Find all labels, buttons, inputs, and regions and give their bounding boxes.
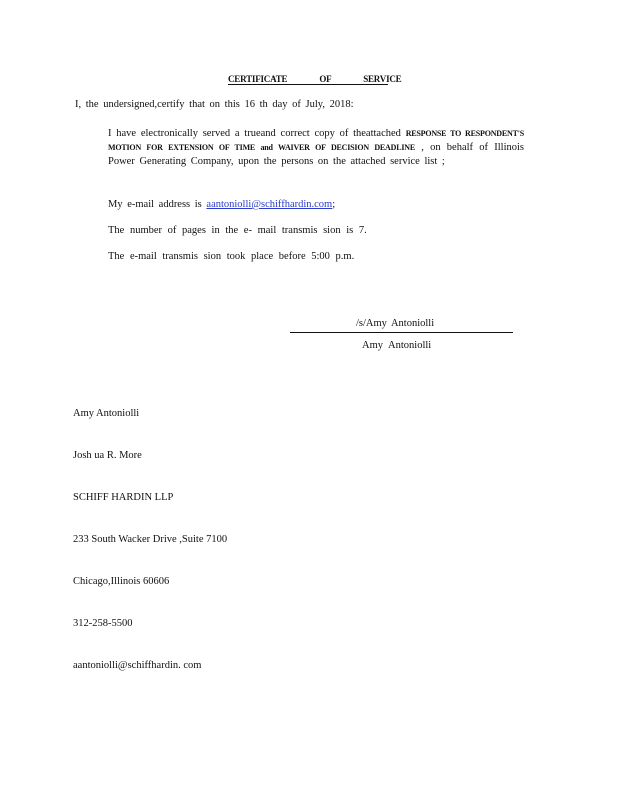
address-line: aantoniolli@schiffhardin. com — [73, 660, 202, 671]
email-text-before: My e-mail address is — [108, 199, 202, 210]
address-line: Amy Antoniolli — [73, 408, 140, 419]
email-text-after: ; — [332, 199, 336, 210]
address-line: Chicago,Illinois 60606 — [73, 576, 170, 587]
document-title-caps: RESPONSE TO RESPONDENT'S MOTION FOR EXTENSION OF TIME and WAIVER OF DECISION DEADLINE — [108, 129, 525, 152]
address-line: 233 South Wacker Drive ,Suite 7100 — [73, 534, 228, 545]
service-text-before: I have electronically served a trueand correct copy of theattached — [108, 128, 401, 139]
address-line: Josh ua R. More — [73, 450, 142, 461]
address-block — [73, 379, 227, 687]
service-paragraph — [108, 127, 524, 169]
service-text-after: , on behalf of Illinois Power Generating Company, upon the persons on the attached service list ; — [108, 142, 525, 167]
page-count-paragraph: The number of pages in the e- mail transmis sion is 7. — [108, 225, 367, 236]
address-line: 312-258-5500 — [73, 618, 133, 629]
signature-line — [290, 332, 513, 333]
transmission-time-paragraph: The e-mail transmis sion took place before 5:00 p.m. — [108, 251, 355, 262]
email-link[interactable]: aantoniolli@schiffhardin.com — [206, 199, 333, 210]
email-paragraph — [108, 199, 524, 210]
signature-text: /s/Amy Antoniolli — [356, 318, 435, 329]
address-line: SCHIFF HARDIN LLP — [73, 492, 174, 503]
certificate-title: CERTIFICATE OF SERVICE — [228, 74, 402, 84]
signature-printed-name: Amy Antoniolli — [362, 340, 432, 351]
intro-statement: I, the undersigned,certify that on this 16 th day of July, 2018: — [75, 99, 354, 110]
